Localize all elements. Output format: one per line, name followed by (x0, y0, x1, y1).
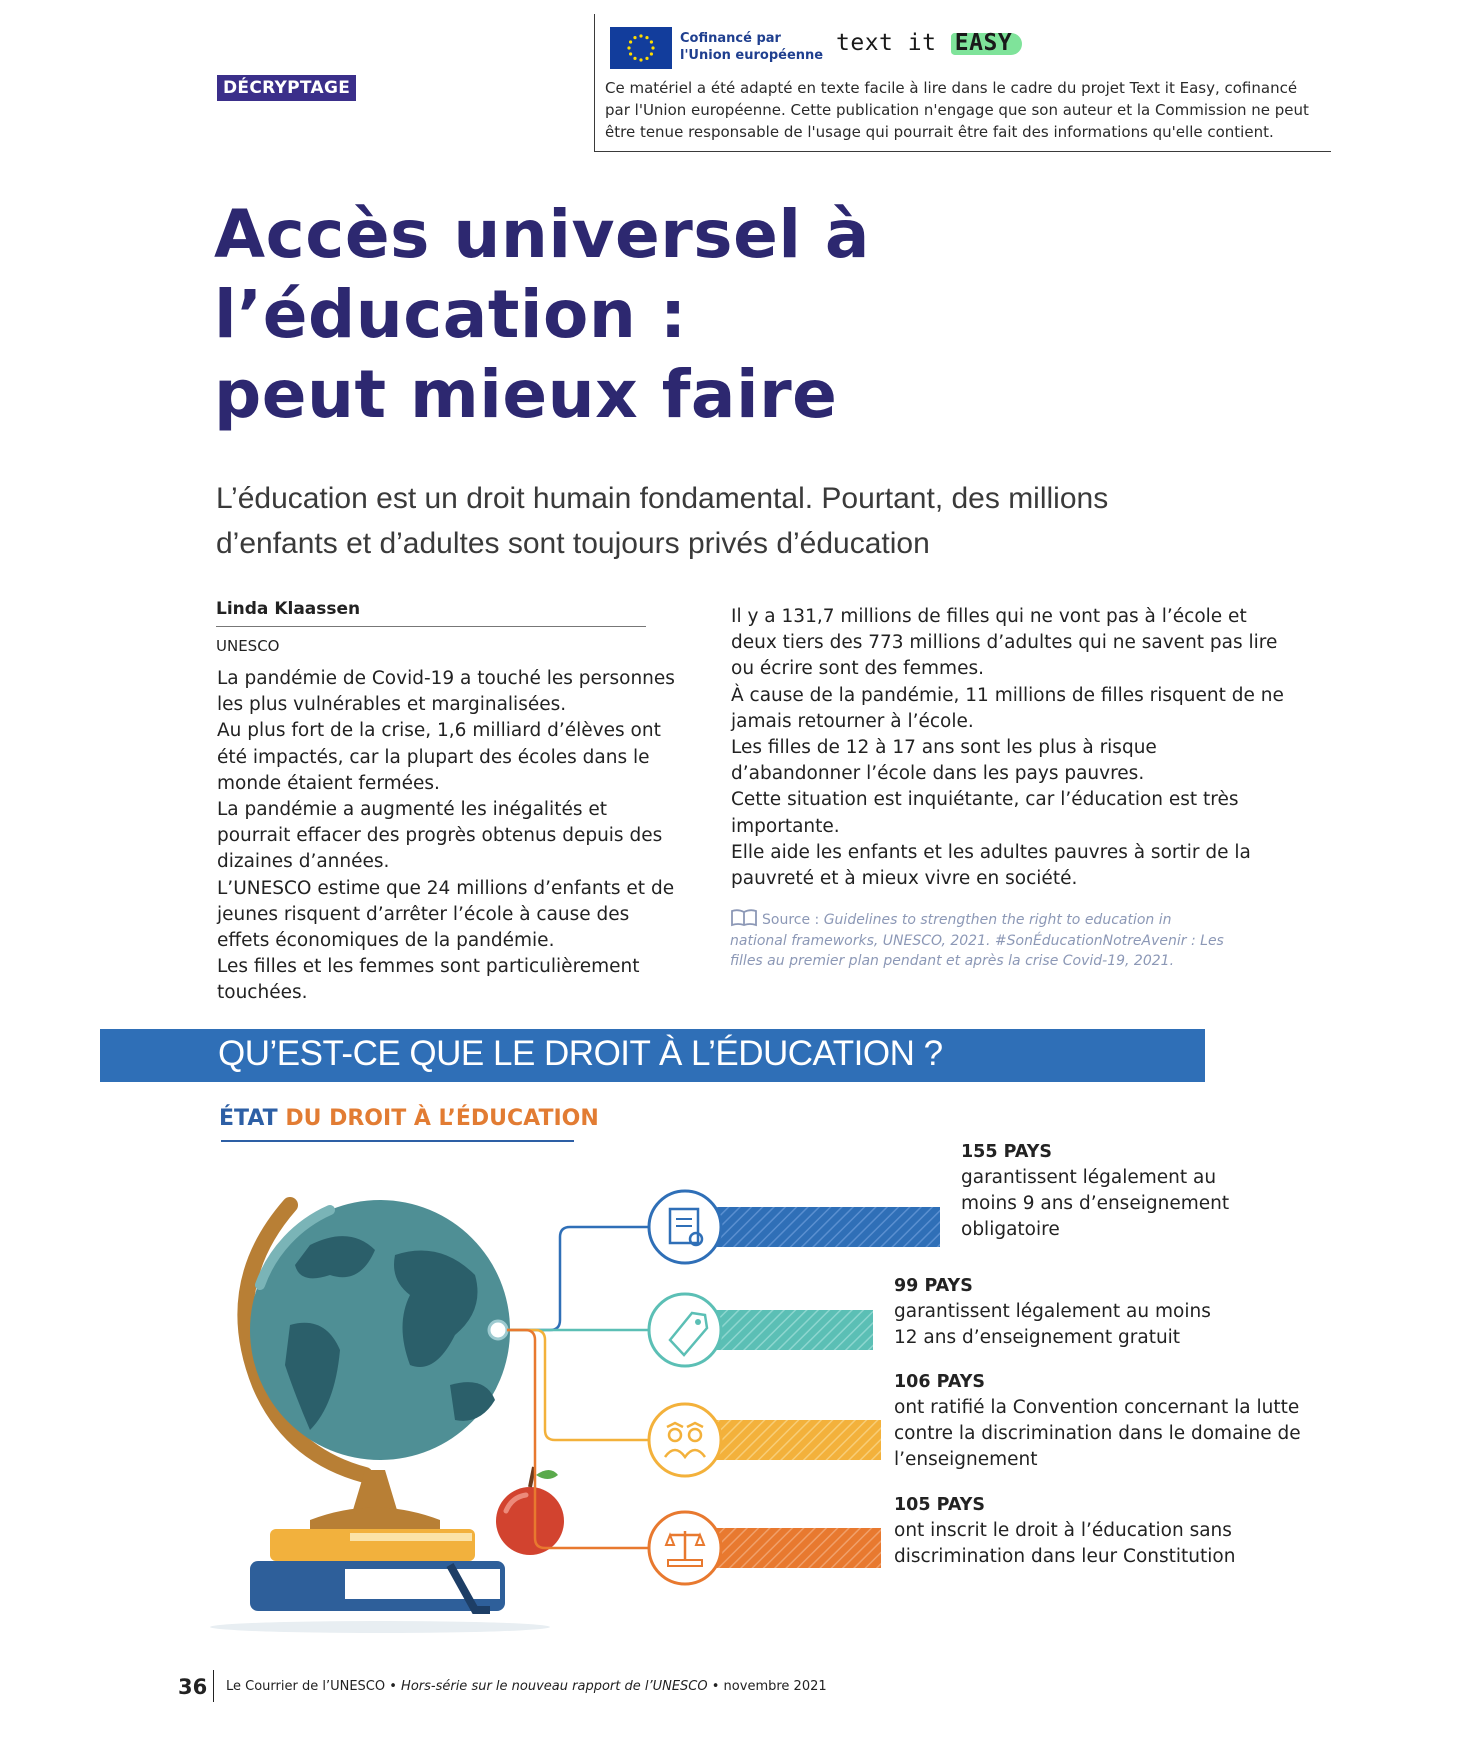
paragraph: Elle aide les enfants et les adultes pauvres à sortir de la pauvreté et à mieux vivre en société. (731, 841, 1251, 890)
paragraph: À cause de la pandémie, 11 millions de filles risquent de ne jamais retourner à l’école. (731, 684, 1284, 732)
book-icon (730, 908, 758, 927)
justice-scale-icon (649, 1512, 721, 1584)
eu-disclaimer: Ce matériel a été adapté en texte facile à lire dans le cadre du projet Text it Easy, cofinancé par l'Union européenne. Cette publication n'engage que son auteur et la Commission ne peut être tenue responsable de l'usage qui pourrait être fait des informations qu'elle contient. (605, 79, 1309, 141)
text-it-easy-logo: text it EASY (836, 30, 1016, 56)
stat-block-99: 99 PAYS garantissent légalement au moins 12 ans d’enseignement gratuit (894, 1276, 1211, 1348)
stat-bar-155 (688, 1207, 940, 1247)
diploma-icon (649, 1191, 721, 1263)
globe-icon (250, 1200, 510, 1460)
paragraph: Les filles et les femmes sont particulièrement touchées. (217, 956, 640, 1004)
right-column (731, 604, 1291, 892)
paragraph: Cette situation est inquiétante, car l’éducation est très importante. (731, 789, 1239, 837)
left-column (217, 666, 682, 1007)
section-banner-title: QU’EST-CE QUE LE DROIT À L’ÉDUCATION ? (218, 1034, 943, 1073)
source-note: Source : Guidelines to strengthen the right to education in national frameworks, UNESCO, 2021. #SonÉducationNotreAvenir : Les filles au premier plan pendant et après la crise Covid-19, 2021. (730, 908, 1230, 972)
author-organization: UNESCO (216, 637, 280, 655)
article-subtitle: L’éducation est un droit humain fondamental. Pourtant, des millions d’enfants et d’adultes sont toujours privés d’éducation (216, 482, 1109, 560)
footer-divider (213, 1670, 214, 1702)
section-tag: DÉCRYPTAGE (217, 75, 356, 101)
page-number: 36 (178, 1675, 208, 1699)
globe-infographic-illustration (200, 1135, 950, 1635)
eu-flag-icon (610, 27, 672, 69)
paragraph: Les filles de 12 à 17 ans sont les plus à risque d’abandonner l’école dans les pays pauvres. (731, 737, 1157, 785)
footer-publication: Le Courrier de l’UNESCO • Hors-série sur le nouveau rapport de l’UNESCO • novembre 2021 (226, 1679, 827, 1694)
paragraph: L’UNESCO estime que 24 millions d’enfants et de jeunes risquent d’arrêter l’école à cause des effets économiques de la pandémie. (217, 877, 675, 952)
graduates-icon (649, 1404, 721, 1476)
stat-block-106: 106 PAYS ont ratifié la Convention concernant la lutte contre la discrimination dans le domaine de l’enseignement (894, 1372, 1301, 1470)
price-tag-icon (649, 1294, 721, 1366)
paragraph: La pandémie a augmenté les inégalités et pourrait effacer des progrès obtenus depuis des dizaines d’années. (217, 799, 663, 873)
paragraph: Il y a 131,7 millions de filles qui ne vont pas à l’école et deux tiers des 773 millions d’adultes qui ne savent pas lire ou écrire sont des femmes. (731, 606, 1278, 680)
stat-block-105: 105 PAYS ont inscrit le droit à l’éducation sans discrimination dans leur Constitution (894, 1495, 1236, 1567)
paragraph: Au plus fort de la crise, 1,6 milliard d’élèves ont été impactés, car la plupart des écoles dans le monde étaient fermées. (217, 720, 661, 794)
author-divider (216, 626, 646, 627)
eu-cofinance-label: Cofinancé par l'Union européenne (680, 31, 824, 63)
infographic-heading: ÉTAT DU DROIT À L’ÉDUCATION (219, 1106, 599, 1131)
apple-icon (496, 1467, 564, 1555)
stat-block-155: 155 PAYS garantissent légalement au moins 9 ans d’enseignement obligatoire (961, 1142, 1230, 1240)
paragraph: La pandémie de Covid-19 a touché les personnes les plus vulnérables et marginalisées. (217, 668, 675, 716)
author-name: Linda Klaassen (216, 599, 361, 619)
article-title: Accès universel à l’éducation : peut mieux faire (214, 196, 870, 433)
